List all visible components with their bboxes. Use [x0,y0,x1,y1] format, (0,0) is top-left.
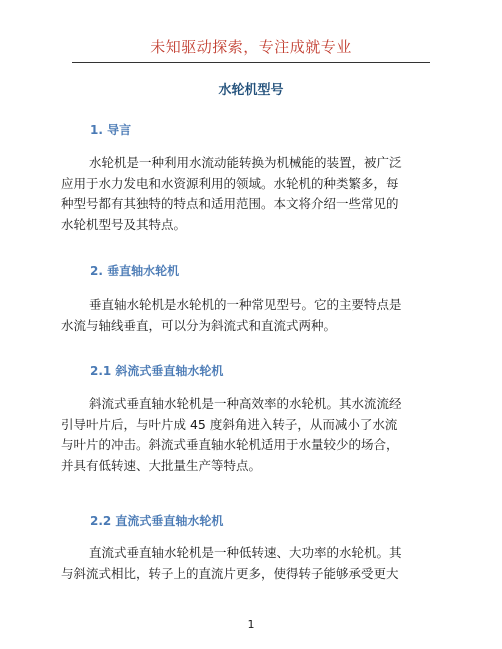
paragraph-line: 水轮机型号及其特点。 [61,216,187,232]
paragraph-line: 与叶片的冲击。斜流式垂直轴水轮机适用于水量较少的场合， [61,437,399,452]
paragraph-line: 应用于水力发电和水资源利用的领域。水轮机的种类繁多，每 [61,175,399,191]
paragraph-line: 并具有低转速、大批量生产等特点。 [61,457,262,473]
section-heading-vertical-axis: 2. 垂直轴水轮机 [90,264,180,278]
page-number: 1 [247,618,255,631]
section-heading-oblique-flow: 2.1 斜流式垂直轴水轮机 [90,364,224,378]
section-paragraph-vertical-axis [61,295,437,336]
header-divider [72,62,430,63]
paragraph-line: 引导叶片后，与叶片成 45 度斜角进入转子，从而减小了水流 [61,416,398,432]
section-paragraph-direct-flow [61,543,437,584]
paragraph-line: 种型号都有其独特的特点和适用范围。本文将介绍一些常见的 [61,196,399,211]
paragraph-line: 直流式垂直轴水轮机是一种低转速、大功率的水轮机。其 [89,545,402,560]
document-title: 水轮机型号 [218,83,284,98]
page-header: 未知驱动探索，专注成就专业 [150,38,352,56]
section-heading-direct-flow: 2.2 直流式垂直轴水轮机 [90,514,224,528]
section-paragraph-oblique-flow [61,394,437,476]
paragraph-line: 垂直轴水轮机是水轮机的一种常见型号。它的主要特点是 [89,297,402,312]
paragraph-line: 水流与轴线垂直，可以分为斜流式和直流式两种。 [61,317,337,333]
section-paragraph-intro [61,153,437,235]
paragraph-line: 斜流式垂直轴水轮机是一种高效率的水轮机。其水流流经 [89,396,402,411]
section-heading-intro: 1. 导言 [90,123,132,137]
paragraph-line: 水轮机是一种利用水流动能转换为机械能的装置，被广泛 [89,155,402,170]
paragraph-line: 与斜流式相比，转子上的直流片更多，使得转子能够承受更大 [61,565,399,581]
